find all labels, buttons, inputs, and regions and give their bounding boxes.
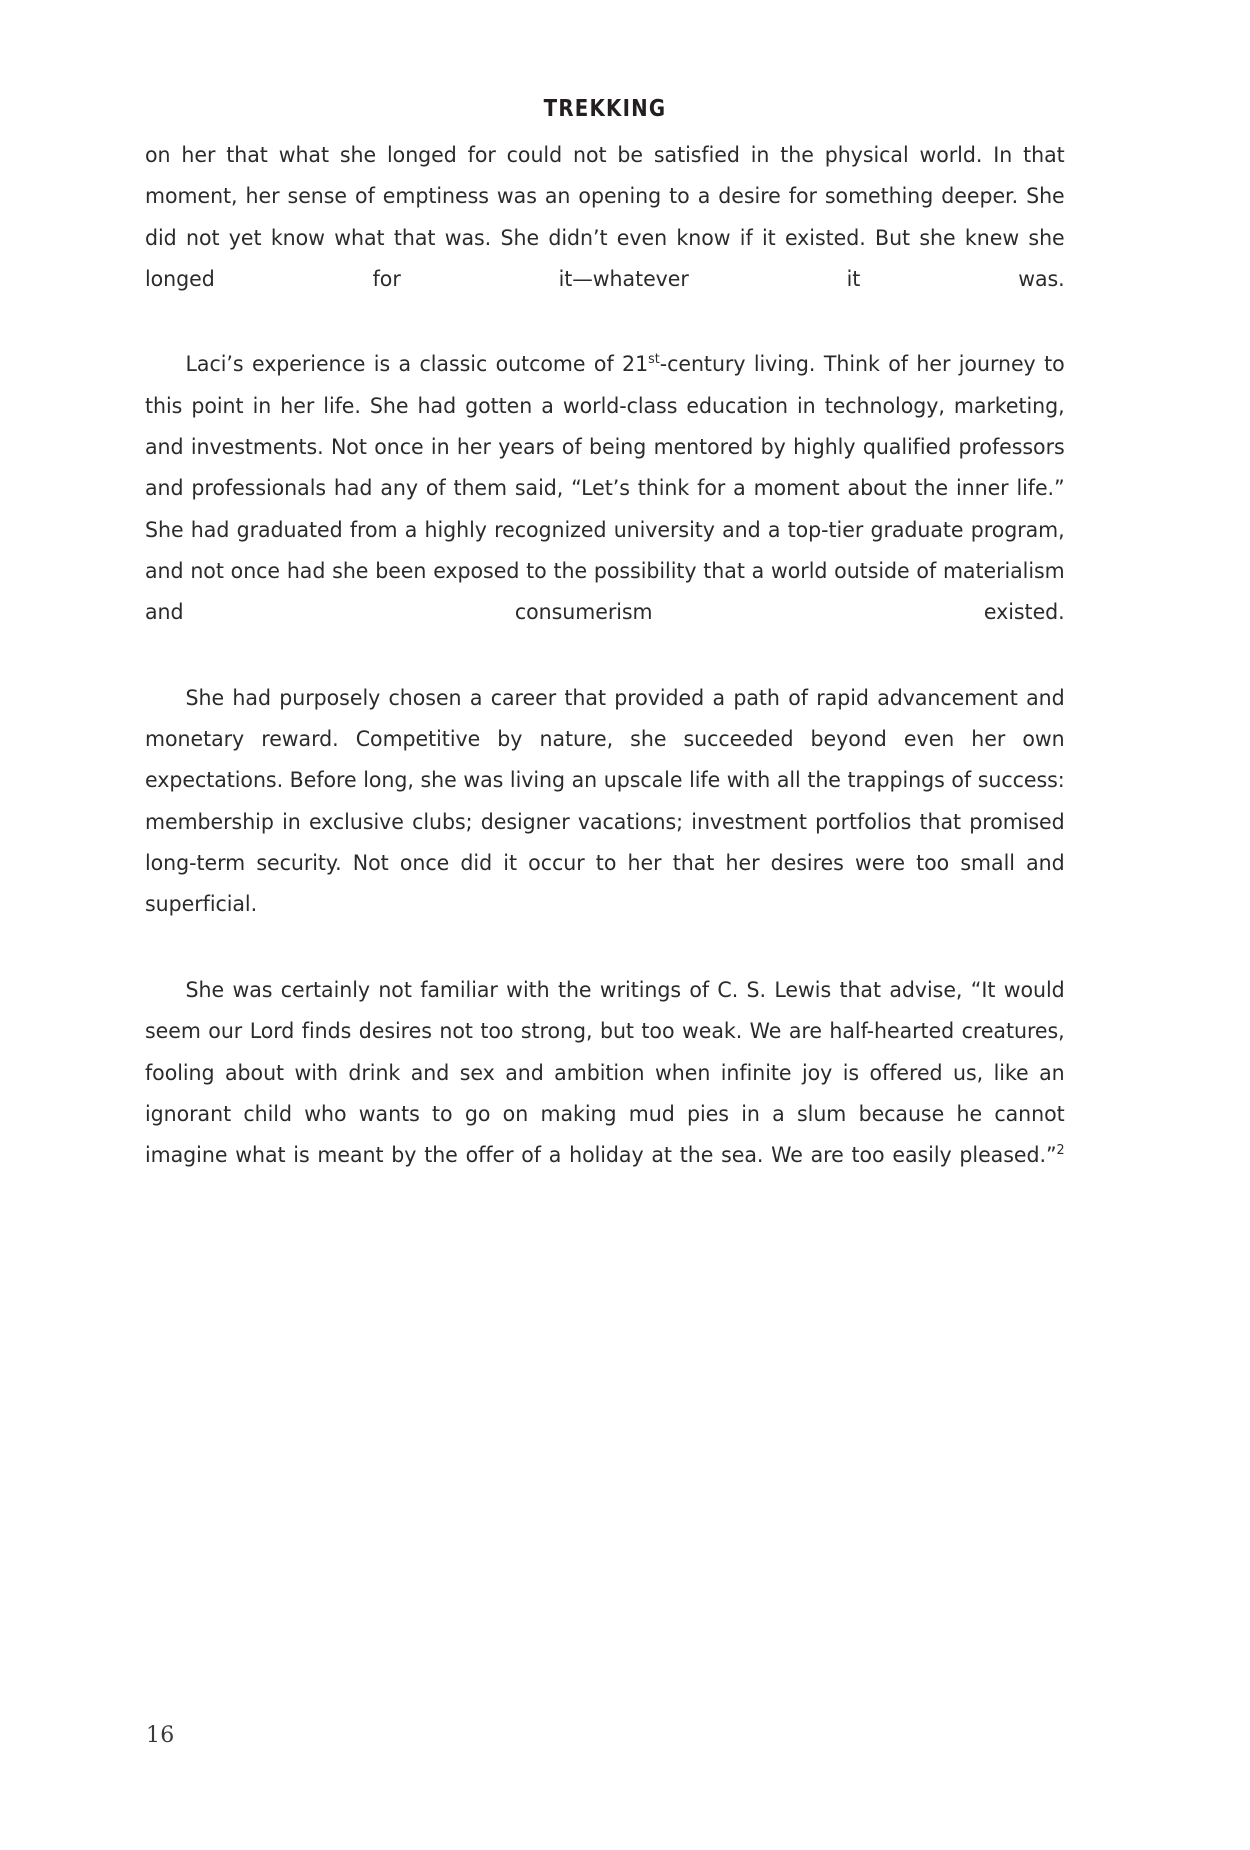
para-laci-experience: Laci’s experience is a classic outcome of 21st-century living. Think of her journey to this point in her life. She had gotten a world-class education in technology, marketing, and investments. Not once in her years of being mentored by highly qualified professors and professionals had any of them said, “Let’s think for a moment about the inner life.” She had graduated from a highly recognized university and a top-tier graduate program, and not once had she been exposed to the possibility that a world outside of materialism and consumerism existed. [145, 352, 1065, 626]
body-text-column [145, 135, 1065, 1218]
page-number: 16 [146, 1723, 175, 1748]
para-cs-lewis-superscript-1: 2 [1056, 1143, 1065, 1159]
para-continuation: on her that what she longed for could not be satisfied in the physical world. In that moment, her sense of emptiness was an opening to a desire for something deeper. She did not yet know what that was. She didn’t even know if it existed. But she knew she longed for it—whatever it was. [145, 143, 1065, 292]
running-head: TREKKING [543, 96, 667, 122]
para-cs-lewis: She was certainly not familiar with the writings of C. S. Lewis that advise, “It would seem our Lord finds desires not too strong, but too weak. We are half-hearted creatures, fooling about with drink and sex and ambition when infinite joy is offered us, like an ignorant child who wants to go on making mud pies in a slum because he cannot imagine what is meant by the offer of a holiday at the sea. We are too easily pleased.”$^2$ [145, 977, 1065, 1169]
para-laci-experience-superscript-1: st [648, 352, 660, 368]
para-career-path: She had purposely chosen a career that provided a path of rapid advancement and monetary reward. Competitive by nature, she succeeded beyond even her own expectations. Before long, she was living an upscale life with all the trappings of success: membership in exclusive clubs; designer vacations; investment portfolios that promised long-term security. Not once did it occur to her that her desires were too small and superficial. [145, 685, 1065, 918]
